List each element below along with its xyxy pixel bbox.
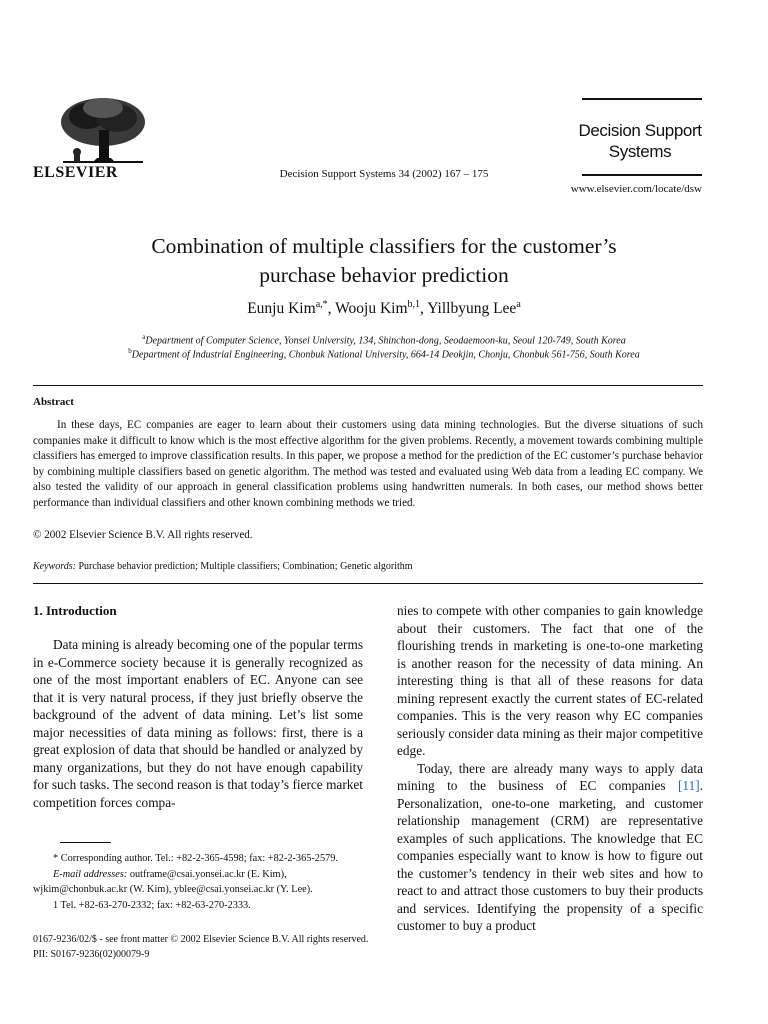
- abstract-body: [33, 418, 703, 512]
- intro-paragraph-2: nies to compete with other companies to gain knowledge about their customers. The fact that one of the flourishing trends in marketing is one-to-one marketing is another reason for the necessity of data mining. An interesting thing is that all of these reasons for data mining represent exactly the current states of EC-related companies. This is the very reason why EC companies seriously consider data mining as their major competitive edge.: [397, 603, 703, 758]
- section-heading-introduction: 1. Introduction: [33, 603, 117, 618]
- paragraph-text: . Personalization, one-to-one marketing, and customer relationship management (CRM) are representative examples of such applications. The knowledge that EC companies especially want to know is how to figure out the customer’s tendency in their web sites and how to react to and attract those customers to buy their products and services. Identifying the propensity of a specific customer to buy a product: [397, 778, 703, 933]
- footnote-corresponding: * Corresponding author. Tel.: +82-2-365-4598; fax: +82-2-365-2579.: [53, 853, 338, 864]
- journal-title-line2: Systems: [608, 142, 672, 161]
- affiliation-a: [0, 333, 768, 346]
- abstract-heading: Abstract: [33, 396, 74, 408]
- abstract-text: In these days, EC companies are eager to learn about their customers using data mining technologies. But the diverse situations of such companies make it difficult to know which is the most effective algorithm for the given problems. Recently, a movement towards combining multiple classifiers has emerged to improve classification results. In this paper, we propose a method for the prediction of the EC customer’s purchase behavior by combining multiple classifiers based on genetic algorithm. The method was tested and evaluated using Web data from a leading EC company. We also tested the validity of our approach in general classification problems using handwritten numerals. In both cases, our method shows better performance than individual classifiers and other known combining methods we tried.: [33, 419, 703, 509]
- keywords: [33, 561, 413, 572]
- footer-issn-line: 0167-9236/02/$ - see front matter © 2002 Elsevier Science B.V. All rights reserved.: [33, 934, 369, 945]
- elsevier-tree-logo: [57, 96, 149, 164]
- affiliation-mark: b: [128, 347, 132, 355]
- abstract-rule-top: [33, 385, 703, 386]
- paper-title-line1: Combination of multiple classifiers for the customer’s: [151, 234, 617, 258]
- affiliation-b: [0, 347, 768, 360]
- author-name: Wooju Kim: [335, 300, 408, 318]
- abstract-copyright: © 2002 Elsevier Science B.V. All rights reserved.: [33, 529, 253, 541]
- journal-title: [560, 120, 720, 162]
- left-column-body: [33, 636, 363, 811]
- journal-url[interactable]: www.elsevier.com/locate/dsw: [570, 183, 702, 195]
- footnote-phone: 1 Tel. +82-63-270-2332; fax: +82-63-270-2333.: [53, 899, 251, 911]
- author-name: Eunju Kim: [247, 300, 316, 318]
- author-affiliation-mark: a: [516, 299, 521, 310]
- author-affiliation-mark: b,1: [407, 299, 421, 310]
- footnote-email-text: outframe@csai.yonsei.ac.kr (E. Kim), wjkim@chonbuk.ac.kr (W. Kim), yblee@csai.yonsei.ac.kr (Y. Lee).: [33, 868, 313, 895]
- page-footer: [33, 932, 368, 962]
- footnote-emails: [33, 867, 363, 898]
- affiliation-text: Department of Computer Science, Yonsei University, 134, Shinchon-dong, Seodaemoon-ku, Seoul 120-749, South Korea: [145, 335, 626, 347]
- keywords-text: Purchase behavior prediction; Multiple classifiers; Combination; Genetic algorithm: [78, 561, 413, 572]
- intro-paragraph-3: [397, 760, 703, 935]
- footer-pii-line: PII: S0167-9236(02)00079-9: [33, 949, 150, 960]
- paper-title: [0, 232, 768, 290]
- publisher-name: ELSEVIER: [33, 164, 118, 181]
- intro-paragraph-1: Data mining is already becoming one of the popular terms in e-Commerce society because it is generally recognized as one of the most important enablers of EC. Anyone can see that it is very natural process, if they just briefly observe the background of the advent of data mining. Let’s list some major necessities of data mining as follows: first, there is a great explosion of data that should be handled or analyzed by many organizations, but they do not have enough capability for such tasks. The second reason is that today’s fierce market competition forces compa-: [33, 637, 363, 810]
- journal-reference: Decision Support Systems 34 (2002) 167 – 175: [279, 168, 489, 180]
- author-separator: ,: [420, 300, 428, 318]
- author-list: [0, 299, 768, 318]
- journal-title-line1: Decision Support: [578, 121, 702, 140]
- paragraph-text: Today, there are already many ways to apply data mining to the business of EC companies: [397, 760, 703, 793]
- keywords-rule: [33, 583, 703, 584]
- footnote-rule: [60, 842, 111, 843]
- keywords-label: Keywords:: [33, 561, 76, 572]
- affiliation-text: Department of Industrial Engineering, Chonbuk National University, 664-14 Deokjin, Chonju, Chonbuk 561-756, South Korea: [131, 349, 640, 361]
- affiliation-mark: a: [142, 333, 146, 341]
- paper-title-line2: purchase behavior prediction: [259, 263, 509, 287]
- citation-link[interactable]: [11]: [678, 778, 700, 793]
- author-affiliation-mark: a,*: [315, 299, 328, 310]
- author-separator: ,: [327, 300, 336, 318]
- journal-title-rule-top: [582, 98, 702, 100]
- journal-title-rule-bottom: [582, 174, 702, 176]
- footnote-email-label: E-mail addresses:: [53, 868, 128, 880]
- right-column-body: [397, 602, 703, 935]
- footnotes: [33, 851, 363, 913]
- author-name: Yillbyung Lee: [427, 300, 517, 318]
